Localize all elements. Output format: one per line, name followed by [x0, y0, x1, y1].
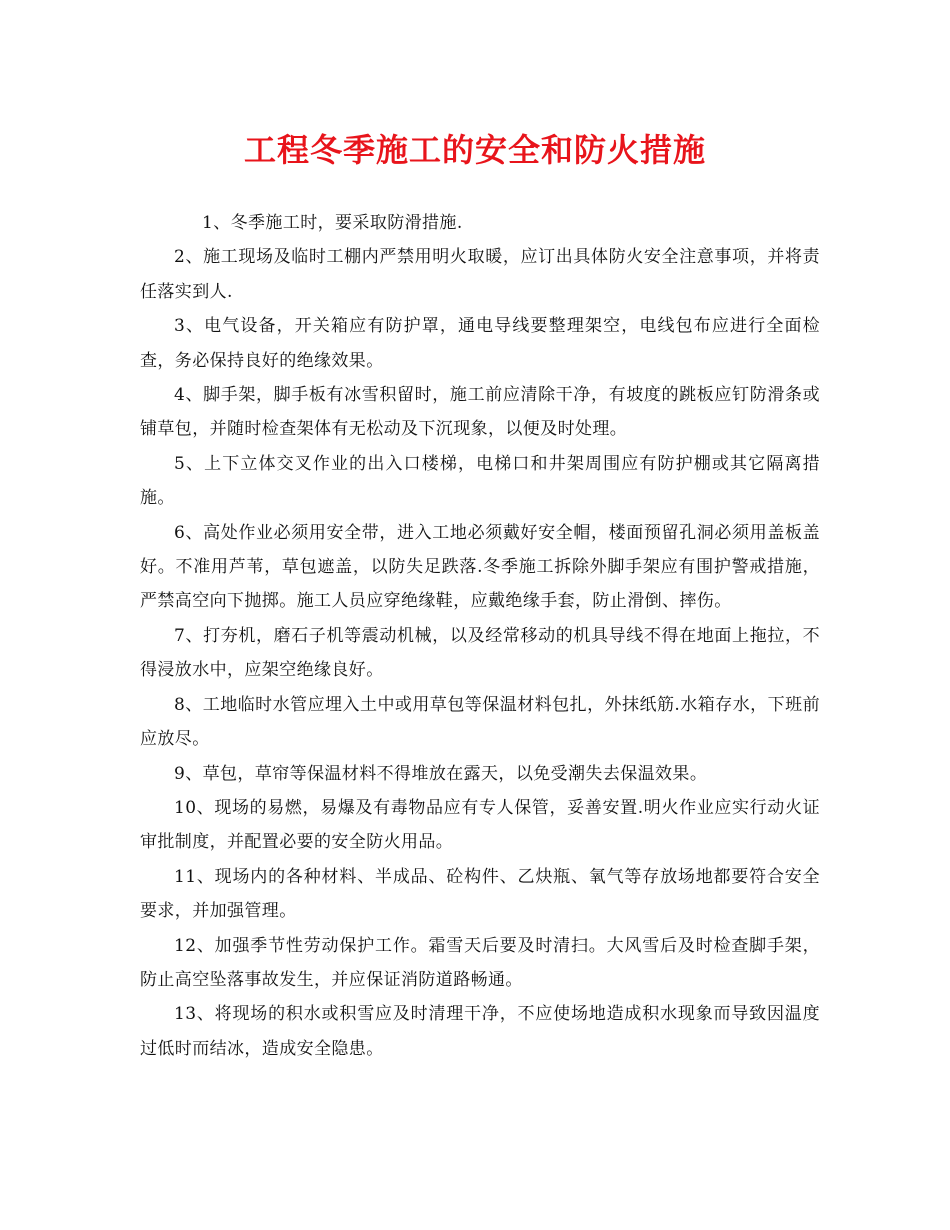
paragraph-9: 9、草包，草帘等保温材料不得堆放在露天，以免受潮失去保温效果。 — [174, 763, 708, 784]
paragraph-2: 2、施工现场及临时工棚内严禁用明火取暖，应订出具体防火安全注意事项，并将责任落实到人. — [140, 247, 820, 302]
paragraph-7: 7、打夯机，磨石子机等震动机械，以及经常移动的机具导线不得在地面上拖拉，不得浸放水中，应架空绝缘良好。 — [140, 625, 820, 681]
paragraph-6: 6、高处作业必须用安全带，进入工地必须戴好安全帽，楼面预留孔洞必须用盖板盖好。不准用芦苇，草包遮盖，以防失足跌落.冬季施工拆除外脚手架应有围护警戒措施，严禁高空向下抛掷。施工人员应穿绝缘鞋，应戴绝缘手套，防止滑倒、摔伤。 — [140, 522, 820, 612]
document-title: 工程冬季施工的安全和防火措施 — [243, 131, 706, 169]
paragraph-3: 3、电气设备，开关箱应有防护罩，通电导线要整理架空，电线包布应进行全面检查，务必保持良好的绝缘效果。 — [140, 316, 820, 371]
paragraph-12: 12、加强季节性劳动保护工作。霜雪天后要及时清扫。大风雪后及时检查脚手架，防止高空坠落事故发生，并应保证消防道路畅通。 — [140, 935, 820, 990]
paragraph-1: 1、冬季施工时，要采取防滑措施. — [202, 213, 463, 233]
paragraph-10: 10、现场的易燃，易爆及有毒物品应有专人保管，妥善安置.明火作业应实行动火证审批制度，并配置必要的安全防火用品。 — [140, 797, 820, 853]
paragraph-8: 8、工地临时水管应埋入土中或用草包等保温材料包扎，外抹纸筋.水箱存水，下班前应放尽。 — [140, 694, 820, 750]
paragraph-13: 13、将现场的积水或积雪应及时清理干净，不应使场地造成积水现象而导致因温度过低时而结冰，造成安全隐患。 — [140, 1004, 820, 1059]
paragraph-4: 4、脚手架，脚手板有冰雪积留时，施工前应清除干净，有坡度的跳板应钉防滑条或铺草包，并随时检查架体有无松动及下沉现象，以便及时处理。 — [140, 385, 820, 440]
paragraph-5: 5、上下立体交叉作业的出入口楼梯，电梯口和井架周围应有防护棚或其它隔离措施。 — [140, 453, 820, 509]
paragraph-11: 11、现场内的各种材料、半成品、砼构件、乙炔瓶、氧气等存放场地都要符合安全要求，并加强管理。 — [140, 866, 820, 922]
document-body — [140, 206, 820, 1066]
